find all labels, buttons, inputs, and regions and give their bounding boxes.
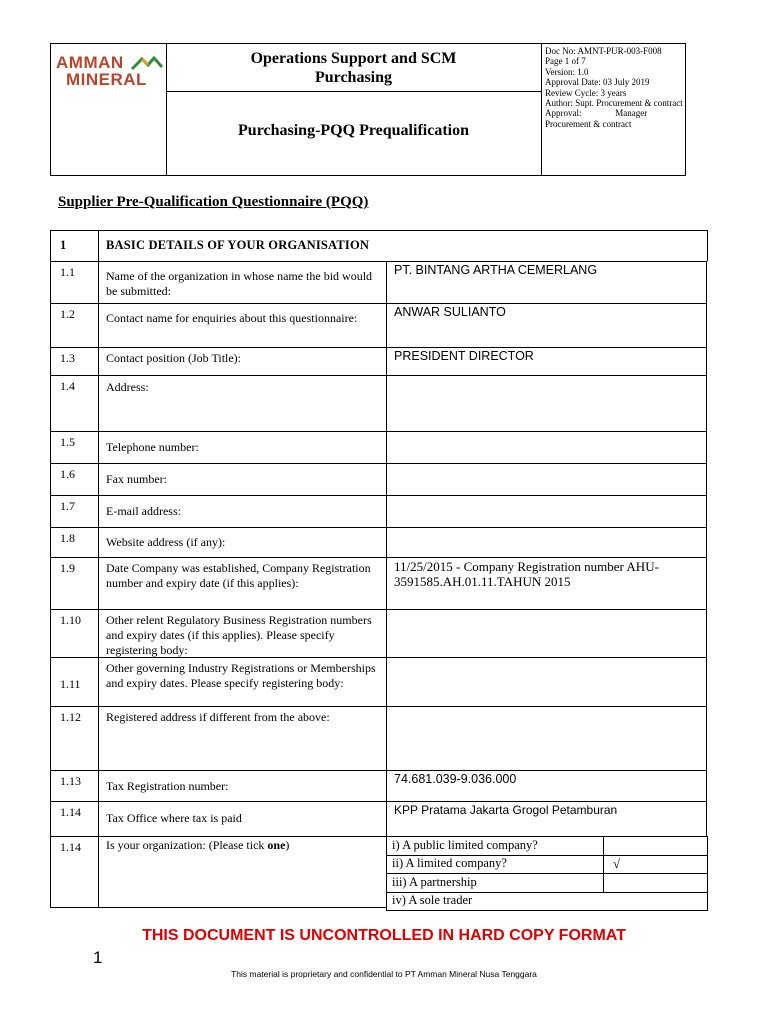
row-number: 1.14	[60, 805, 81, 819]
table-rule	[50, 770, 707, 771]
company-logo	[56, 51, 164, 91]
row-number: 1.1	[60, 265, 75, 279]
table-rule	[603, 836, 604, 855]
table-rule	[706, 609, 707, 657]
row-answer-empty[interactable]	[387, 376, 705, 430]
table-rule	[707, 230, 708, 261]
document-header	[50, 43, 686, 176]
row-label: Contact position (Job Title):	[106, 351, 242, 365]
table-rule	[706, 657, 707, 706]
table-rule	[386, 557, 387, 609]
table-rule	[50, 557, 707, 558]
row-answer[interactable]: PT. BINTANG ARTHA CEMERLANG	[394, 263, 598, 277]
table-rule	[386, 303, 387, 347]
meta-author: Author: Supt. Procurement & contract	[545, 98, 683, 109]
row-label: Fax number:	[106, 472, 167, 486]
table-rule	[50, 801, 707, 802]
row-number: 1.2	[60, 307, 75, 321]
row-number: 1.14	[60, 840, 81, 854]
row-number: 1.10	[60, 613, 81, 627]
row-label: Contact name for enquiries about this questionnaire:	[106, 311, 358, 325]
row-number: 1.7	[60, 499, 75, 513]
row-number: 1.12	[60, 710, 81, 724]
table-rule	[50, 347, 707, 348]
row-answer-empty[interactable]	[387, 707, 705, 769]
row-number: 1.8	[60, 531, 75, 545]
section-title: BASIC DETAILS OF YOUR ORGANISATION	[106, 238, 370, 252]
row-label: Tax Registration number:	[106, 779, 229, 793]
row-answer-empty[interactable]	[387, 496, 705, 526]
logo-text-line2: MINERAL	[66, 70, 147, 89]
row-label: Name of the organization in whose name the bid would be submitted:	[106, 269, 373, 298]
row-answer-empty[interactable]	[387, 432, 705, 462]
logo-mountain-icon	[130, 55, 164, 71]
meta-review-cycle: Review Cycle: 3 years	[545, 87, 627, 98]
logo-text-line1: AMMAN	[56, 53, 124, 72]
row-label: Registered address if different from the above:	[106, 710, 330, 724]
table-rule	[706, 527, 707, 557]
meta-approval: Approval: Manager Procurement & contract	[545, 108, 650, 129]
header-title: Operations Support and SCM Purchasing	[250, 50, 457, 86]
table-rule	[706, 495, 707, 527]
row-label: Tax Office where tax is paid	[106, 811, 242, 825]
row-label: Website address (if any):	[106, 535, 226, 549]
row-number: 1.6	[60, 467, 75, 481]
row-label: Date Company was established, Company Registration number and expiry date (if this applies):	[106, 561, 371, 590]
org-type-option[interactable]: i) A public limited company?	[392, 837, 538, 852]
row-answer-empty[interactable]	[387, 658, 705, 705]
table-rule	[706, 261, 707, 303]
table-rule	[386, 347, 387, 375]
table-rule	[706, 375, 707, 431]
row-label: Other governing Industry Registrations or Memberships and expiry dates. Please specify registering body:	[106, 661, 376, 690]
table-rule	[98, 230, 99, 907]
row-answer[interactable]: ANWAR SULIANTO	[394, 305, 506, 319]
row-answer[interactable]: PRESIDENT DIRECTOR	[394, 349, 534, 363]
table-rule	[50, 261, 707, 262]
table-rule	[706, 557, 707, 609]
org-type-option[interactable]: iv) A sole trader	[392, 893, 473, 907]
table-rule	[603, 873, 604, 892]
table-rule	[706, 347, 707, 375]
row-answer-empty[interactable]	[387, 528, 705, 556]
row-number: 1.11	[60, 677, 81, 691]
row-answer[interactable]: KPP Pratama Jakarta Grogol Petamburan	[394, 803, 618, 817]
meta-page: Page 1 of 7	[545, 56, 586, 67]
row-label: E-mail address:	[106, 504, 181, 518]
table-rule	[706, 770, 707, 801]
org-type-option[interactable]: ii) A limited company?	[392, 856, 507, 870]
table-rule	[386, 910, 707, 911]
table-rule	[386, 801, 387, 836]
table-rule	[706, 463, 707, 495]
header-subtitle: Purchasing-PQQ Prequalification	[238, 122, 469, 139]
row-answer[interactable]: 74.681.039-9.036.000	[394, 772, 517, 786]
row-label: Is your organization: (Please tick one)	[106, 838, 290, 852]
row-number: 1.4	[60, 379, 75, 393]
table-rule	[50, 907, 386, 908]
row-answer-empty[interactable]	[387, 610, 705, 656]
confidentiality-note: This material is proprietary and confidential to PT Amman Mineral Nusa Tenggara	[231, 969, 537, 979]
table-rule	[706, 431, 707, 463]
row-answer[interactable]: 11/25/2015 - Company Registration number AHU-3591585.AH.01.11.TAHUN 2015	[394, 559, 659, 589]
document-title: Supplier Pre-Qualification Questionnaire (PQQ)	[58, 194, 369, 210]
table-rule	[603, 855, 604, 874]
section-number: 1	[60, 238, 67, 252]
row-number: 1.9	[60, 561, 75, 575]
meta-version: Version: 1.0	[545, 66, 589, 77]
row-number: 1.3	[60, 351, 75, 365]
table-rule	[50, 230, 51, 907]
page-number: 1	[93, 948, 103, 967]
meta-doc-no: Doc No: AMNT-PUR-003-F008	[545, 46, 662, 56]
table-rule	[707, 836, 708, 892]
table-rule	[50, 303, 707, 304]
row-label: Other relent Regulatory Business Registration numbers and expiry dates (if this applies). Please specify registering body:	[106, 613, 372, 657]
table-rule	[706, 303, 707, 347]
row-answer-empty[interactable]	[387, 464, 705, 494]
table-rule	[706, 801, 707, 836]
meta-approval-date: Approval Date: 03 July 2019	[545, 77, 650, 88]
table-rule	[386, 261, 387, 303]
table-rule	[50, 230, 707, 231]
org-type-option[interactable]: iii) A partnership	[392, 874, 477, 889]
row-number: 1.5	[60, 435, 75, 449]
row-number: 1.13	[60, 774, 81, 788]
uncontrolled-warning: THIS DOCUMENT IS UNCONTROLLED IN HARD COPY FORMAT	[142, 927, 626, 944]
row-label: Address:	[106, 380, 149, 394]
row-label: Telephone number:	[106, 440, 199, 454]
table-rule	[386, 770, 387, 801]
table-rule	[707, 892, 708, 912]
table-rule	[706, 706, 707, 770]
document-meta	[545, 46, 683, 129]
org-type-tick[interactable]: √	[613, 855, 621, 871]
